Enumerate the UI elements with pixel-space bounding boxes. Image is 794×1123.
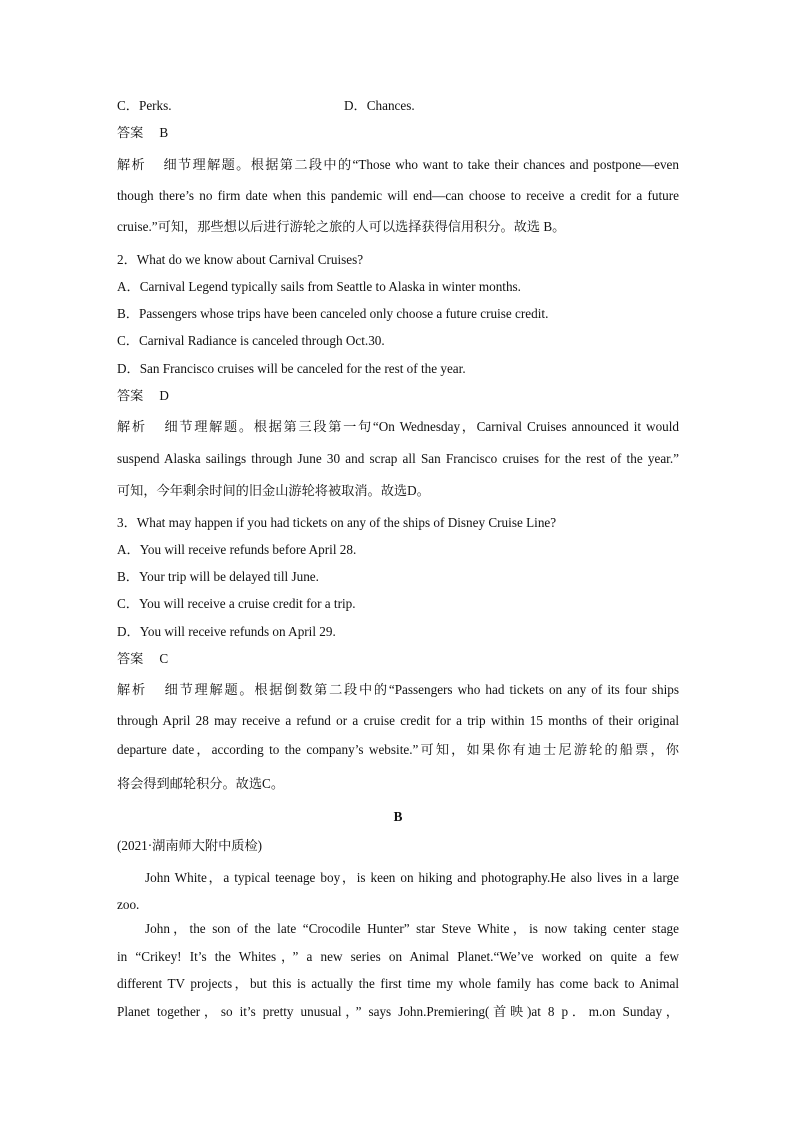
q3-option-b: B．Your trip will be delayed till June.: [117, 569, 319, 584]
q2-analysis-line-2: suspend Alaska sailings through June 30 and scrap all San Francisco cruises for the rest of the year.”: [117, 451, 679, 466]
answer-label: 答案: [117, 388, 144, 403]
q1-option-c: C．Perks.: [117, 98, 172, 113]
q2-option-a: A．Carnival Legend typically sails from Seattle to Alaska in winter months.: [117, 279, 521, 294]
analysis-label: 解析: [117, 157, 147, 172]
section-heading: B: [393, 809, 403, 824]
q1-option-d: D．Chances.: [344, 98, 415, 113]
q1-answer-row: [117, 125, 679, 141]
q2-answer-row: [117, 388, 679, 404]
q3-analysis-line-1: [117, 682, 679, 698]
q3-answer: C: [159, 651, 169, 666]
q1-analysis-line-3: cruise.”可知，那些想以后进行游轮之旅的人可以选择获得信用积分。故选 B。: [117, 219, 566, 234]
q1-answer: B: [159, 125, 169, 140]
q2-analysis-line-3: 可知，今年剩余时间的旧金山游轮将被取消。故选D。: [117, 483, 430, 498]
analysis-label: 解析: [117, 419, 147, 434]
q3-question: 3．What may happen if you had tickets on any of the ships of Disney Cruise Line?: [117, 515, 557, 530]
q2-answer: D: [159, 388, 169, 403]
q2-question: 2．What do we know about Carnival Cruises?: [117, 252, 364, 267]
q3-answer-row: [117, 651, 679, 667]
passage-line-4: in “Crikey! It’s the Whites，” a new series on Animal Planet.“We’ve worked on quite a few: [117, 949, 679, 964]
q1-analysis-line-1: [117, 157, 679, 173]
q3-analysis-line-4: 将会得到邮轮积分。故选C。: [117, 776, 285, 791]
passage-line-6: Planet together，so it’s pretty unusual，” says John.Premiering(首映)at 8 p．m.on Sunday，: [117, 1004, 679, 1019]
passage-line-3: John，the son of the late “Crocodile Hunter” star Steve White，is now taking center stage: [145, 921, 679, 936]
answer-label: 答案: [117, 125, 144, 140]
q3-option-a: A．You will receive refunds before April 28.: [117, 542, 357, 557]
q1-options-row: [117, 98, 679, 114]
analysis-text: 细节理解题。根据第二段中的“Those who want to take their chances and postpone—even: [162, 157, 679, 172]
q3-option-c: C．You will receive a cruise credit for a trip.: [117, 596, 356, 611]
q2-option-b: B．Passengers whose trips have been canceled only choose a future cruise credit.: [117, 306, 549, 321]
passage-source: (2021·湖南师大附中质检): [117, 838, 263, 853]
answer-label: 答案: [117, 651, 144, 666]
analysis-text: 细节理解题。根据倒数第二段中的“Passengers who had tickets on any of its four ships: [162, 682, 679, 697]
q3-analysis-line-2: through April 28 may receive a refund or a cruise credit for a trip within 15 months of their original: [117, 713, 679, 728]
analysis-label: 解析: [117, 682, 147, 697]
passage-line-5: different TV projects，but this is actually the first time my whole family has come back to Animal: [117, 976, 679, 991]
analysis-text: 细节理解题。根据第三段第一句“On Wednesday，Carnival Cruises announced it would: [162, 419, 680, 434]
passage-line-1: John White，a typical teenage boy，is keen on hiking and photography.He also lives in a large: [145, 870, 679, 885]
q1-analysis-line-2: though there’s no firm date when this pandemic will end—can choose to receive a credit for a future: [117, 188, 679, 203]
passage-line-2: zoo.: [117, 897, 140, 912]
q2-analysis-line-1: [117, 419, 679, 435]
q3-option-d: D．You will receive refunds on April 29.: [117, 624, 336, 639]
q2-option-c: C．Carnival Radiance is canceled through Oct.30.: [117, 333, 385, 348]
q3-analysis-line-3: departure date，according to the company’s website.”可知，如果你有迪士尼游轮的船票，你: [117, 742, 679, 757]
q2-option-d: D．San Francisco cruises will be canceled for the rest of the year.: [117, 361, 466, 376]
